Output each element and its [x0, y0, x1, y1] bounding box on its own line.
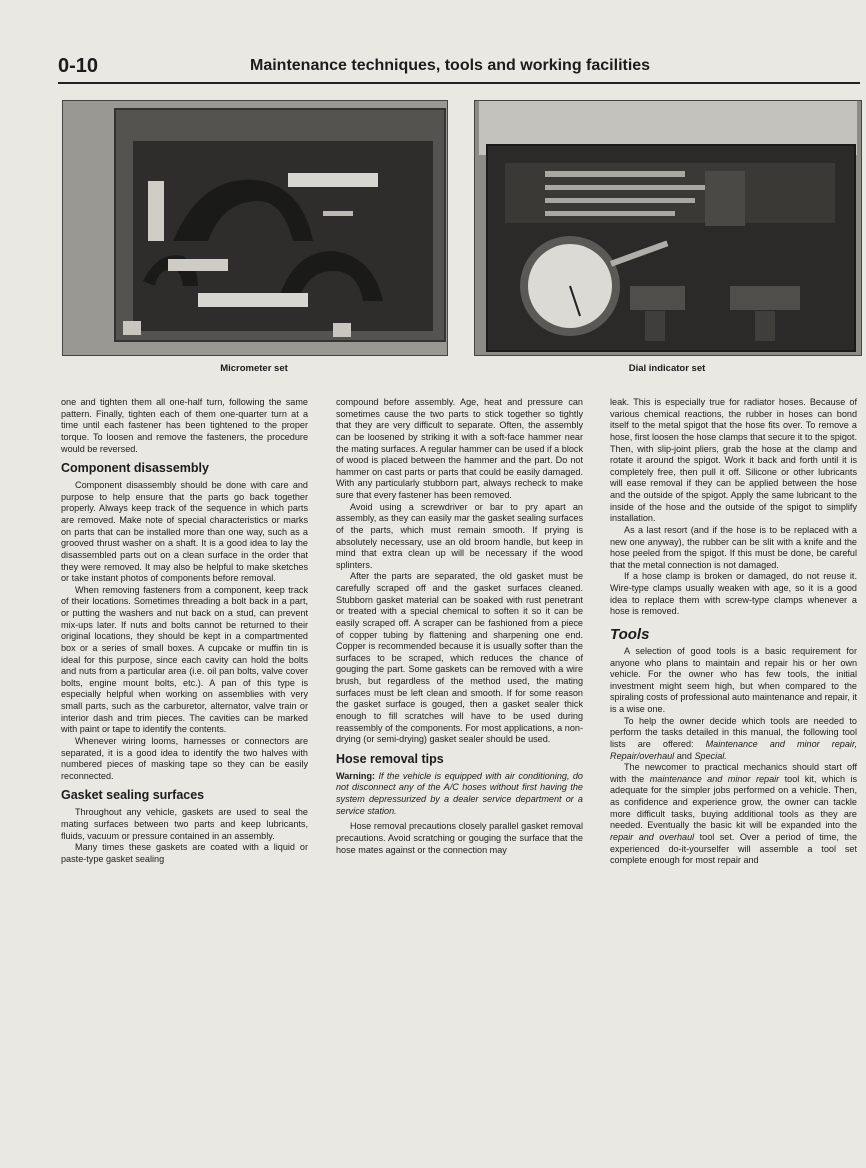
paragraph: After the parts are separated, the old gasket must be carefully scraped off and the gasket surfaces cleaned. Stubborn gasket material can be soaked with rust penetrant or treated with a special chemical to soften it so it can be easily scraped off. A scraper can be fashioned from a piece of copper tubing by flattening and sharpening one end. Copper is recommended because it is usually softer than the surfaces to be scraped, which reduces the chance of gouging the part. Some gaskets can be removed with a wire brush, but regardless of the method used, the mating surfaces must be left clean and smooth. If for some reason the gasket surface is gouged, then a gasket sealer thick enough to fill scratches will have to be used during reassembly of the components. For most applications, a non-drying (or semi-drying) gasket sealer should be used. — [336, 571, 583, 745]
paragraph: one and tighten them all one-half turn, following the same pattern. Finally, tighten each of them one-quarter turn at a time until each fastener has been tightened to the proper torque. To loosen and remove the fasteners, the procedure would be reversed. — [61, 397, 308, 454]
paragraph: A selection of good tools is a basic requirement for anyone who plans to maintain and repair his or her own vehicle. For the owner who has few tools, the initial investment might seem high, but when compared to the spiraling costs of professional auto maintenance and repair, it is a wise one. — [610, 645, 857, 714]
paragraph: Many times these gaskets are coated with a liquid or paste-type gasket sealing — [61, 842, 308, 864]
section-heading-gasket-sealing-surfaces: Gasket sealing surfaces — [61, 788, 205, 803]
italic-run: Maintenance and minor repair, Repair/overhaul — [610, 738, 857, 761]
text-column-2 — [336, 397, 583, 856]
text-run: tool kit, which is adequate for the simpler jobs performed on a vehicle. Then, as confidence and experience grow, the owner can tackle more difficult tasks, buying additional tools as they are needed. Eventually the basic kit will be expanded into the — [610, 773, 858, 831]
text-run: The newcomer to practical mechanics should start off with the — [610, 762, 857, 784]
paragraph: If a hose clamp is broken or damaged, do not reuse it. Wire-type clamps usually weaken with age, so it is a good idea to replace them with screw-type clamps whenever a hose is removed. — [610, 571, 857, 617]
paragraph — [610, 762, 857, 867]
section-heading-component-disassembly: Component disassembly — [61, 461, 209, 476]
micrometer-set-caption: Micrometer set — [220, 363, 288, 374]
paragraph: Whenever wiring looms, harnesses or connectors are separated, it is a good idea to identify the two halves with numbered pieces of masking tape so they can be easily reconnected. — [61, 735, 308, 781]
section-heading-hose-removal-tips: Hose removal tips — [336, 751, 444, 766]
italic-run: Special. — [694, 750, 727, 761]
text-run: tool set. Over a period of time, the experienced do-it-yourselfer will assemble a tool set complete enough for most repair and — [610, 831, 858, 866]
header-rule — [58, 82, 860, 84]
page-title: Maintenance techniques, tools and working facilities — [250, 57, 651, 74]
text-column-3 — [610, 397, 857, 867]
paragraph: When removing fasteners from a component, keep track of their locations. Sometimes threading a bolt back in a part, or putting the washers and nut back on a stud, can prevent mix-ups later. If nuts and bolts cannot be returned to their original locations, they should be kept in a compartmented box or a series of small boxes. A cupcake or muffin tin is ideal for this purpose, since each cavity can hold the bolts and nuts from a particular area (i.e. oil pan bolts, valve cover bolts, engine mount bolts, etc.). A pan of this type is especially helpful when working on assemblies with very small parts, such as the carburetor, alternator, valve train or interior dash and trim pieces. The cavities can be marked with paint or tape to identify the contents. — [61, 584, 308, 735]
paragraph: Throughout any vehicle, gaskets are used to seal the mating surfaces between two parts and keep lubricants, fluids, vacuum or pressure contained in an assembly. — [61, 807, 308, 841]
paragraph: Hose removal precautions closely parallel gasket removal precautions. Avoid scratching or gouging the surface that the hose mates against or the connection may — [336, 821, 583, 855]
warning-text: If the vehicle is equipped with air conditioning, do not disconnect any of the A/C hoses without first having the system depressurized by a dealer service department or a service station. — [336, 770, 583, 816]
section-heading-tools: Tools — [610, 625, 650, 643]
paragraph: leak. This is especially true for radiator hoses. Because of various chemical reactions, the rubber in hoses can bond itself to the metal spigot that the hose fits over. To remove a hose, first loosen the hose clamps that secure it to the spigot. Then, with slip-joint pliers, grab the hose at the clamp and rotate it around the spigot. Work it back and forth until it is completely free, then pull it off. Silicone or other lubricants will ease removal if they can be applied between the hose and the outside of the spigot. Apply the same lubricant to the inside of the hose and the outside of the spigot to simplify installation. — [610, 397, 857, 524]
italic-run: repair and overhaul — [610, 831, 695, 842]
paragraph: Component disassembly should be done with care and purpose to help ensure that the parts go back together properly. Always keep track of the sequence in which parts are removed. Make note of special characteristics or marks on parts that can be installed more than one way, such as a grooved thrust washer on a shaft. It is a good idea to lay the disassembled parts out on a clean surface in the order that they were removed. It may also be helpful to make sketches or take instant photos of components before removal. — [61, 480, 308, 584]
warning-label: Warning: — [336, 770, 376, 781]
dial-indicator-set-photo — [474, 100, 862, 356]
paragraph: As a last resort (and if the hose is to be replaced with a new one anyway), the rubber can be slit with a knife and the hose peeled from the spigot. If this must be done, be careful that the metal connection is not damaged. — [610, 524, 857, 570]
text-run: To help the owner decide which tools are needed to perform the tasks detailed in this manual, the following tool lists are offered: — [610, 715, 857, 749]
paragraph — [610, 716, 857, 763]
italic-run: maintenance and minor repair — [649, 773, 780, 784]
text-column-1 — [61, 397, 308, 866]
paragraph: Avoid using a screwdriver or bar to pry apart an assembly, as they can easily mar the gasket sealing surfaces of the parts, which must remain smooth. If prying is absolutely necessary, use an old broom handle, but keep in mind that extra clean up will be necessary if the wood splinters. — [336, 501, 583, 570]
text-run: and — [676, 750, 692, 761]
dial-indicator-set-caption: Dial indicator set — [628, 363, 706, 374]
micrometer-set-photo — [62, 100, 448, 356]
paragraph: compound before assembly. Age, heat and pressure can sometimes cause the two parts to stick together so tightly that they are very difficult to separate. Often, the assembly can be loosened by striking it with a soft-face hammer near the mating surfaces. A regular hammer can be used if a block of wood is placed between the hammer and the part. Do not hammer on cast parts or parts that could be easily damaged. With any particularly stubborn part, always recheck to make sure that every fastener has been removed. — [336, 397, 583, 500]
page-number: 0-10 — [58, 55, 99, 77]
warning-note — [336, 771, 583, 818]
